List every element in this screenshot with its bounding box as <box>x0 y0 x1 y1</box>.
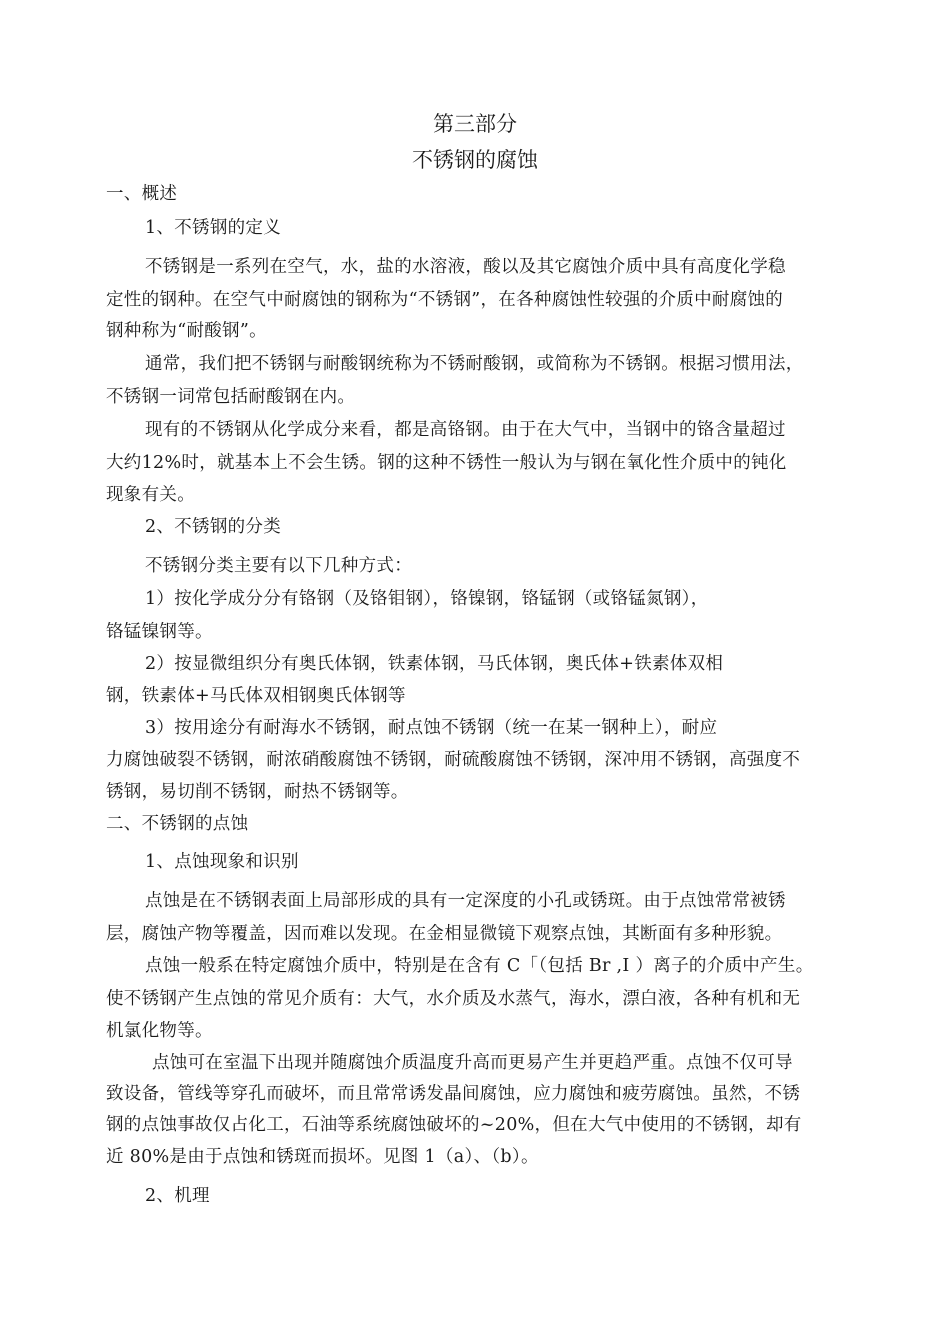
list-item-line: 3）按用途分有耐海水不锈钢，耐点蚀不锈钢（统一在某一钢种上），耐应 <box>145 718 718 738</box>
list-item-line: 钢，铁素体+马氏体双相钢奥氏体钢等 <box>106 686 406 706</box>
paragraph-line: 不锈钢是一系列在空气，水，盐的水溶液，酸以及其它腐蚀介质中具有高度化学稳 <box>145 257 786 277</box>
paragraph-line: 不锈钢一词常包括耐酸钢在内。 <box>106 387 356 407</box>
paragraph-line: 机氯化物等。 <box>106 1021 213 1041</box>
list-item-line: 铬锰镍钢等。 <box>106 622 213 642</box>
list-item-line: 锈钢，易切削不锈钢，耐热不锈钢等。 <box>106 782 409 802</box>
paragraph-line: 钢的点蚀事故仅占化工，石油等系统腐蚀破坏的~20%，但在大气中使用的不锈钢，却有 <box>106 1115 802 1135</box>
paragraph-line: 现有的不锈钢从化学成分来看，都是高铬钢。由于在大气中，当钢中的铬含量超过 <box>145 420 786 440</box>
paragraph-line: 现象有关。 <box>106 485 195 505</box>
paragraph-line: 点蚀可在室温下出现并随腐蚀介质温度升高而更易产生并更趋严重。点蚀不仅可导 <box>152 1053 793 1073</box>
subsection-heading-definition: 1、不锈钢的定义 <box>145 218 282 238</box>
paragraph-line: 使不锈钢产生点蚀的常见介质有：大气，水介质及水蒸气，海水，漂白液，各种有机和无 <box>106 989 801 1009</box>
list-item-line: 2）按显微组织分有奥氏体钢，铁素体钢，马氏体钢，奥氏体+铁素体双相 <box>145 654 724 674</box>
paragraph-line: 钢种称为“耐酸钢”。 <box>106 321 267 341</box>
paragraph-line: 大约12%时，就基本上不会生锈。钢的这种不锈性一般认为与钢在氧化性介质中的钝化 <box>106 453 787 473</box>
subsection-heading-mechanism: 2、机理 <box>145 1186 210 1206</box>
subsection-heading-identification: 1、点蚀现象和识别 <box>145 852 299 872</box>
paragraph-line: 定性的钢种。在空气中耐腐蚀的钢称为“不锈钢”，在各种腐蚀性较强的介质中耐腐蚀的 <box>106 290 784 310</box>
paragraph-line: 不锈钢分类主要有以下几种方式： <box>145 556 412 576</box>
paragraph-line: 致设备，管线等穿孔而破坏，而且常常诱发晶间腐蚀，应力腐蚀和疲劳腐蚀。虽然，不锈 <box>106 1084 801 1104</box>
section-heading-pitting: 二、不锈钢的点蚀 <box>106 814 249 834</box>
paragraph-line: 近 80%是由于点蚀和锈斑而损坏。见图 1（a）、（b）。 <box>106 1147 539 1167</box>
paragraph-line: 点蚀一般系在特定腐蚀介质中，特别是在含有 C「（包括 Br ,I ）离子的介质中产生。 <box>145 956 814 976</box>
list-item-line: 1）按化学成分分有铬钢（及铬钼钢），铬镍钢，铬锰钢（或铬锰氮钢）， <box>145 589 709 609</box>
part-title: 第三部分 <box>433 112 517 136</box>
chapter-title: 不锈钢的腐蚀 <box>412 148 538 172</box>
section-heading-overview: 一、概述 <box>106 184 178 204</box>
paragraph-line: 层，腐蚀产物等覆盖，因而难以发现。在金相显微镜下观察点蚀，其断面有多种形貌。 <box>106 924 783 944</box>
paragraph-line: 点蚀是在不锈钢表面上局部形成的具有一定深度的小孔或锈斑。由于点蚀常常被锈 <box>145 891 786 911</box>
subsection-heading-classification: 2、不锈钢的分类 <box>145 517 282 537</box>
paragraph-line: 通常，我们把不锈钢与耐酸钢统称为不锈耐酸钢，或简称为不锈钢。根据习惯用法， <box>145 354 804 374</box>
list-item-line: 力腐蚀破裂不锈钢，耐浓硝酸腐蚀不锈钢，耐硫酸腐蚀不锈钢，深冲用不锈钢，高强度不 <box>106 750 801 770</box>
